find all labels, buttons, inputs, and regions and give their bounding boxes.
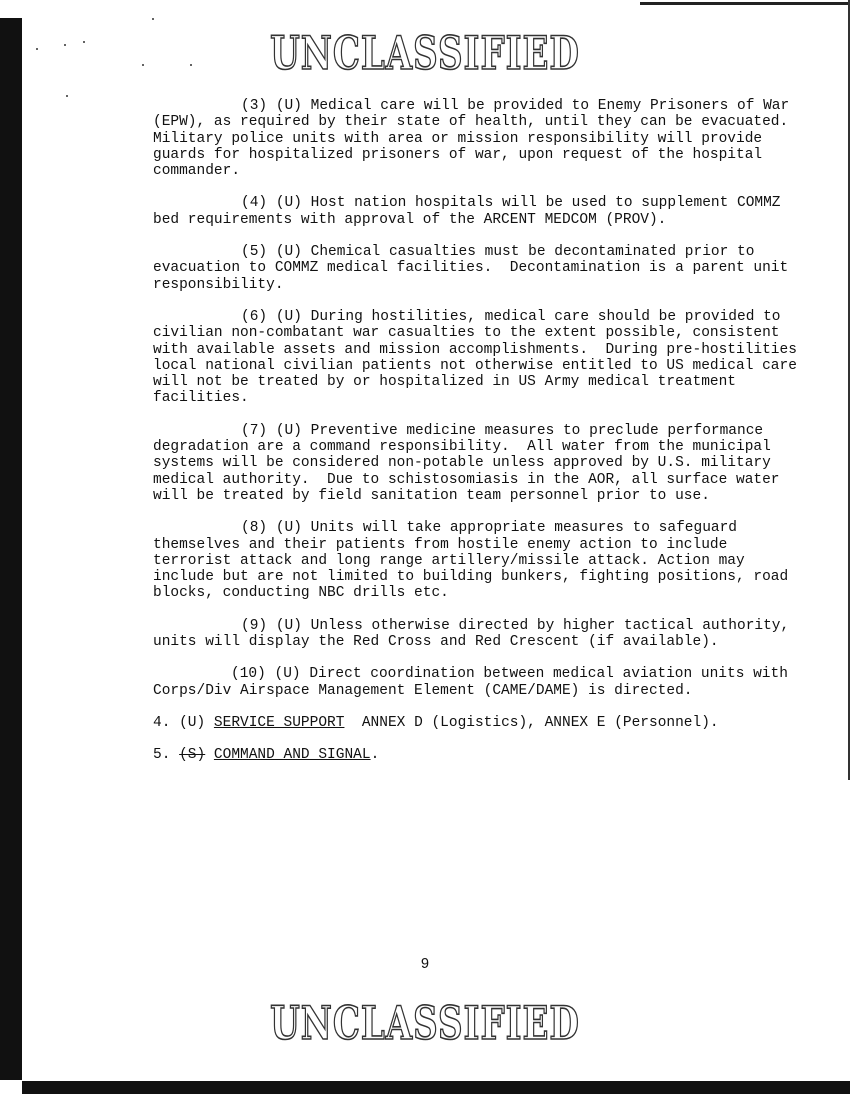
paragraph-text: Direct coordination between medical aviation units with Corps/Div Airspace Management Element (CAME/DAME) is directed. [153,666,797,699]
paragraph-text: Host nation hospitals will be used to supplement COMMZ bed requirements with approval of the ARCENT MEDCOM (PROV). [153,195,790,228]
paragraph-4 [153,195,803,228]
scan-speck [64,44,66,46]
classification-marking: (U) [275,308,302,325]
paragraph-10 [153,666,803,699]
paragraph-text: Chemical casualties must be decontaminated prior to evacuation to COMMZ medical facilities. Decontamination is a parent unit responsibility. [153,244,797,293]
paragraph-number: (10) [231,666,266,683]
scan-border-top [640,2,850,5]
paragraph-number: (9) [241,617,268,634]
paragraph-number: (4) [241,195,268,212]
paragraph-number: (8) [241,520,268,537]
section-heading: SERVICE SUPPORT [213,714,345,731]
paragraph-8 [153,520,803,601]
section-number: 5. [153,747,171,764]
paragraph-7 [153,423,803,504]
scan-border-bottom [22,1081,850,1094]
section-number: 4. [153,714,171,731]
struck-classification-marking: (S) [179,747,206,764]
classification-marking: (U) [274,666,301,683]
section-text: ANNEX D (Logistics), ANNEX E (Personnel). [361,714,719,731]
classification-marking: (U) [275,98,302,114]
scan-speck [36,48,38,50]
paragraph-text: Units will take appropriate measures to safeguard themselves and their patients from hostile enemy action to include terrorist attack and long range artillery/missile attack. Action may include but are not limited to building bunkers, fighting positions, road blocks, conducting NBC drills etc. [153,520,797,602]
paragraph-number: (7) [241,422,268,439]
section-heading: COMMAND AND SIGNAL [213,747,371,764]
classification-marking: (U) [275,617,302,634]
scan-border-left [0,18,22,1080]
classification-marking: (U) [179,714,206,731]
scan-speck [83,41,85,43]
paragraph-text: Unless otherwise directed by higher tactical authority, units will display the Red Cross and Red Crescent (if available). [153,617,798,651]
paragraph-5 [153,244,803,293]
paragraph-text: Preventive medicine measures to preclude performance degradation are a command responsibility. All water from the municipal systems will be considered non-potable unless approved by U.S. military medical authority. Due to schistosomiasis in the AOR, all surface water will be treated by field sanitation team personnel prior to use. [153,422,789,504]
scan-speck [66,95,68,97]
classification-stamp-bottom: UNCLASSIFIED [270,997,580,1052]
classification-marking: (U) [275,244,302,261]
paragraph-number: (5) [241,244,268,261]
paragraph-9 [153,618,803,651]
paragraph-text: Medical care will be provided to Enemy Prisoners of War (EPW), as required by their state of health, until they can be evacuated. Military police units with area or mission responsibility will provide guards for hospitalized prisoners of war, upon request of the hospital commander. [153,98,798,180]
paragraph-6 [153,308,806,407]
scan-speck [190,64,192,66]
paragraph-3 [153,98,803,179]
paragraph-number: (6) [241,308,268,325]
classification-stamp-top: UNCLASSIFIED [270,27,580,82]
classification-marking: (U) [275,520,302,537]
section-4-service-support [153,715,803,731]
classification-marking: (U) [275,422,302,439]
document-body [153,98,806,780]
scan-speck [152,18,154,20]
scan-speck [142,64,144,66]
paragraph-number: (3) [241,98,268,114]
section-5-command-and-signal [153,747,803,763]
paragraph-text: During hostilities, medical care should be provided to civilian non-combatant war casualties to the extent possible, consistent with available assets and mission accomplishments. During pre-hostilities local national civilian patients not otherwise entitled to US medical care will not be treated by or hospitalized in US Army medical treatment facilities. [153,308,806,407]
page-number: 9 [420,957,430,973]
section-end-period: . [370,747,380,764]
classification-marking: (U) [275,195,302,212]
